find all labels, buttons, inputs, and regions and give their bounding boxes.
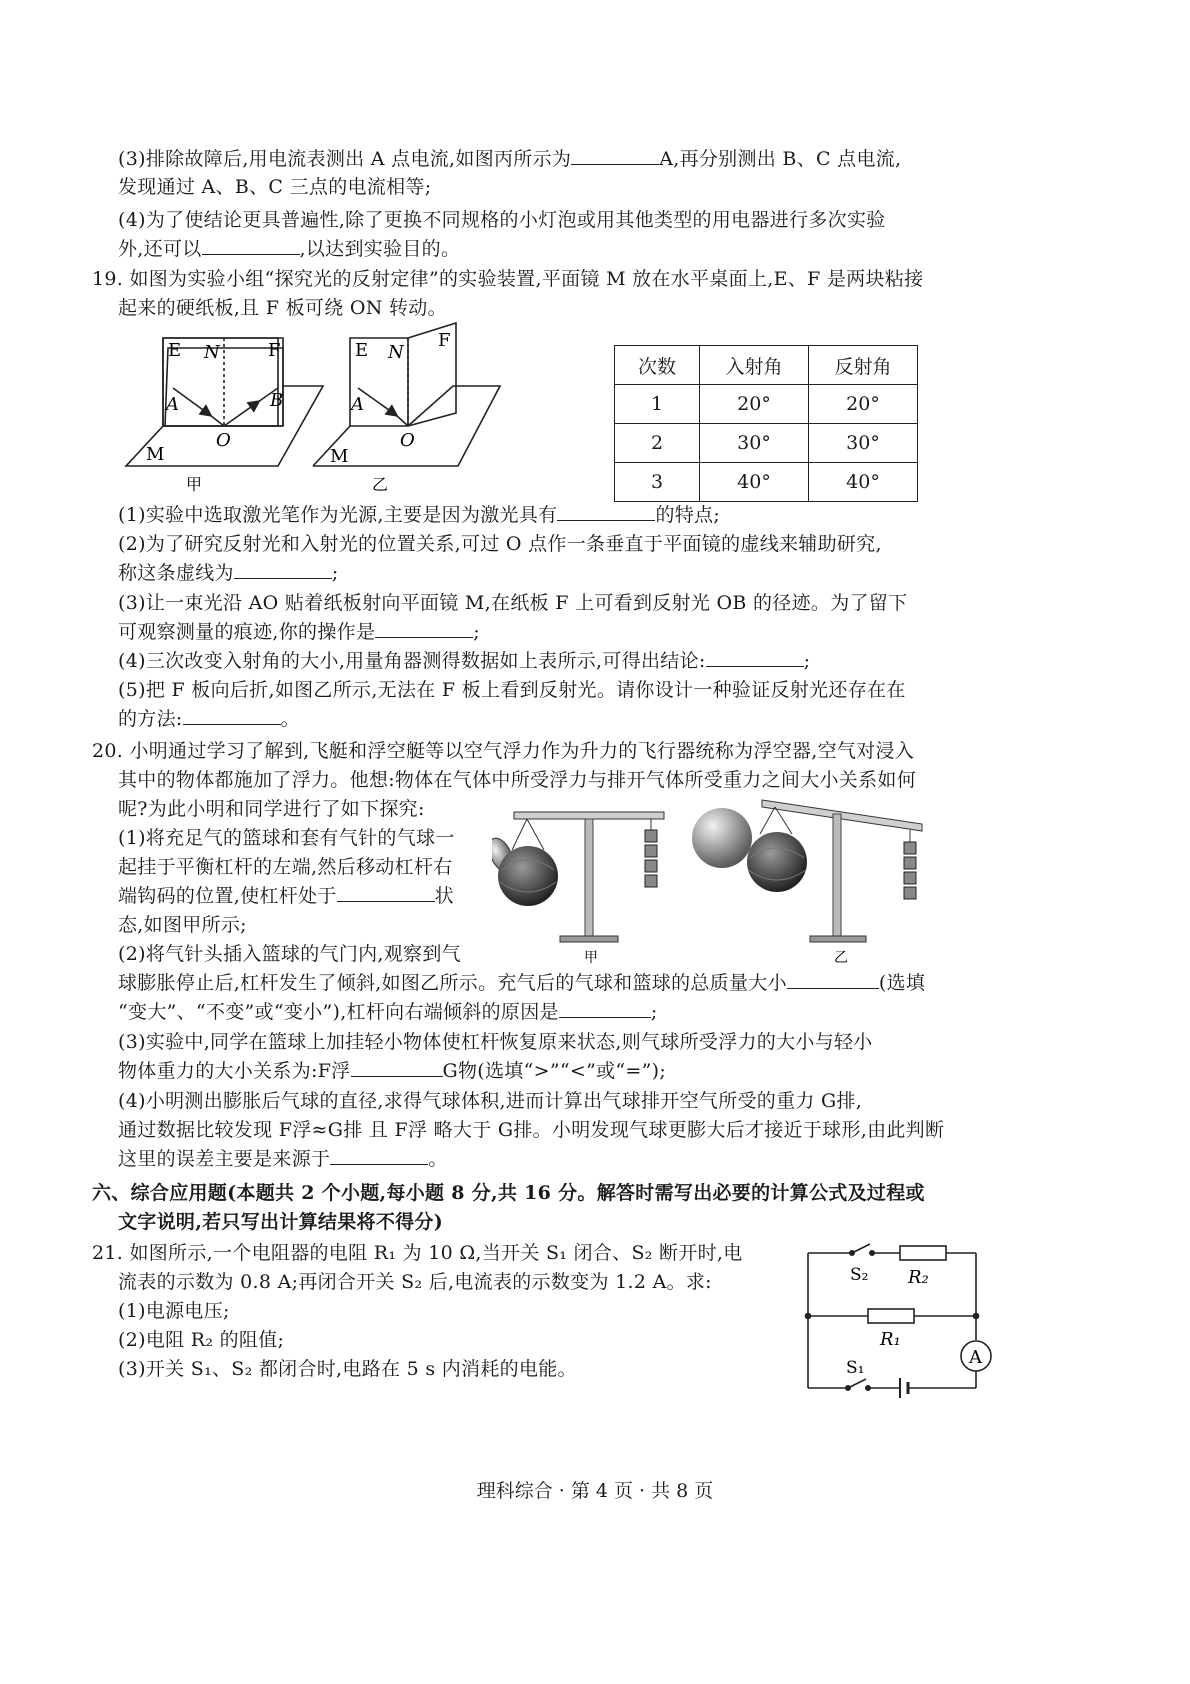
label-N-2: N (388, 342, 404, 363)
q20-part-1b: 起挂于平衡杠杆的左端,然后移动杠杆右 (118, 856, 453, 878)
q20-2-text-c: (选填 (878, 972, 926, 994)
label-E-2: E (355, 340, 369, 361)
q19-1-text-a: (1)实验中选取激光笔作为光源,主要是因为激光具有 (118, 504, 558, 526)
reflection-data-table (614, 345, 918, 502)
label-O: O (216, 430, 231, 451)
ammeter-label: A (969, 1347, 982, 1368)
label-B: B (270, 390, 284, 411)
label-O-2: O (400, 430, 415, 451)
q20-part-4c (118, 1146, 448, 1172)
table-row (615, 463, 918, 502)
q19-5-text-b: 的方法: (118, 708, 183, 730)
lever-figure-jia (492, 812, 664, 966)
answer-blank[interactable] (183, 706, 281, 725)
answer-blank[interactable] (202, 236, 300, 255)
q20-4-text-d: 。 (428, 1148, 448, 1170)
q18-line-4b (118, 236, 460, 262)
answer-blank[interactable] (557, 502, 655, 521)
section-6-heading-2: 文字说明,若只写出计算结果将不得分) (118, 1211, 444, 1233)
q19-part-3: (3)让一束光沿 AO 贴着纸板射向平面镜 M,在纸板 F 上可看到反射光 OB 的径迹。为了留下 (118, 592, 908, 614)
table-cell: 20° (809, 385, 918, 424)
q20-stem-1: 20. 小明通过学习了解到,飞艇和浮空艇等以空气浮力作为升力的飞行器统称为浮空器,空气对浸入 (92, 740, 915, 762)
q19-stem-2: 起来的硬纸板,且 F 板可绕 ON 转动。 (118, 297, 447, 319)
caption-jia: 甲 (186, 475, 203, 494)
q21-part-2: (2)电阻 R₂ 的阻值; (118, 1329, 285, 1351)
q20-4-text-c: 这里的误差主要是来源于 (118, 1148, 331, 1170)
q19-4-text-a: (4)三次改变入射角的大小,用量角器测得数据如上表所示,可得出结论: (118, 650, 706, 672)
caption-jia: 甲 (584, 950, 598, 966)
q19-part-1 (118, 502, 720, 528)
q20-part-3: (3)实验中,同学在篮球上加挂轻小物体使杠杆恢复原来状态,则气球所受浮力的大小与轻小 (118, 1031, 873, 1053)
q19-part-2: (2)为了研究反射光和入射光的位置关系,可过 O 点作一条垂直于平面镜的虚线来辅助研究, (118, 533, 882, 555)
table-cell: 40° (809, 463, 918, 502)
answer-blank[interactable] (234, 560, 332, 579)
answer-blank[interactable] (337, 883, 435, 902)
caption-yi: 乙 (372, 475, 389, 494)
q20-1-text-c: 端钩码的位置,使杠杆处于 (118, 885, 337, 907)
table-cell: 3 (615, 463, 700, 502)
table-header-cell: 入射角 (700, 346, 809, 385)
label-F-2: F (438, 330, 451, 351)
label-F: F (268, 340, 281, 361)
reflection-apparatus-figure (118, 318, 598, 498)
table-header-cell: 反射角 (809, 346, 918, 385)
table-cell: 20° (700, 385, 809, 424)
label-R2: R₂ (908, 1267, 929, 1288)
q20-part-1d: 态,如图甲所示; (118, 914, 247, 936)
q21-part-3: (3)开关 S₁、S₂ 都闭合时,电路在 5 s 内消耗的电能。 (118, 1358, 577, 1380)
q21-stem-2: 流表的示数为 0.8 A;再闭合开关 S₂ 后,电流表的示数变为 1.2 A。求: (118, 1271, 712, 1293)
label-R1: R₁ (880, 1329, 901, 1350)
label-E: E (168, 340, 182, 361)
q19-1-text-b: 的特点; (655, 504, 721, 526)
q20-part-1c (118, 883, 454, 909)
answer-blank[interactable] (559, 999, 651, 1018)
q19-part-5b (118, 706, 300, 732)
q19-3-text-b: 可观察测量的痕迹,你的操作是 (118, 621, 376, 643)
table-row (615, 385, 918, 424)
q18-4-text-b: 外,还可以 (118, 238, 202, 260)
q19-part-3b (118, 619, 480, 645)
table-header-cell: 次数 (615, 346, 700, 385)
q20-2-text-e: ; (650, 1001, 658, 1023)
table-header-row (615, 346, 918, 385)
q19-stem: 19. 如图为实验小组“探究光的反射定律”的实验装置,平面镜 M 放在水平桌面上,E、F 是两块粘接 (92, 268, 924, 290)
q19-2-text-c: ; (331, 562, 339, 584)
q19-3-text-c: ; (473, 621, 480, 643)
table-cell: 40° (700, 463, 809, 502)
q20-part-4: (4)小明测出膨胀后气球的直径,求得气球体积,进而计算出气球排开空气所受的重力 G排, (118, 1090, 863, 1112)
q18-line-3c: 发现通过 A、B、C 三点的电流相等; (118, 176, 432, 198)
label-M: M (146, 444, 165, 465)
q20-part-4b: 通过数据比较发现 F浮≈G排 且 F浮 略大于 G排。小明发现气球更膨大后才接近于球形,由此判断 (118, 1119, 945, 1141)
q20-2-text-b: 球膨胀停止后,杠杆发生了倾斜,如图乙所示。充气后的气球和篮球的总质量大小 (118, 972, 787, 994)
table-row (615, 424, 918, 463)
lever-figure-yi (692, 800, 922, 966)
q20-3-text-b: 物体重力的大小关系为:F浮 (118, 1060, 351, 1082)
label-A: A (166, 394, 179, 415)
answer-blank[interactable] (787, 970, 879, 989)
q20-stem-2: 其中的物体都施加了浮力。他想:物体在气体中所受浮力与排开气体所受重力之间大小关系如何 (118, 769, 917, 791)
q19-4-text-b: ; (803, 650, 811, 672)
page-footer: 理科综合 · 第 4 页 · 共 8 页 (476, 1480, 714, 1502)
answer-blank[interactable] (351, 1058, 443, 1077)
q18-line-4: (4)为了使结论更具普遍性,除了更换不同规格的小灯泡或用其他类型的用电器进行多次实验 (118, 209, 886, 231)
label-S1: S₁ (846, 1358, 865, 1378)
answer-blank[interactable] (330, 1146, 428, 1165)
q19-5-text-c: 。 (280, 708, 300, 730)
table-cell: 30° (700, 424, 809, 463)
q20-part-3b (118, 1058, 666, 1084)
q21-stem-1: 21. 如图所示,一个电阻器的电阻 R₁ 为 10 Ω,当开关 S₁ 闭合、S₂ 断开时,电 (92, 1242, 743, 1264)
q20-3-text-c: G物(选填“>”“<”或“=”); (442, 1060, 667, 1082)
label-S2: S₂ (850, 1265, 869, 1285)
label-M-2: M (330, 446, 349, 467)
q20-1-text-d: 状 (434, 885, 454, 907)
q20-part-2: (2)将气针头插入篮球的气门内,观察到气 (118, 943, 461, 965)
section-6-heading: 六、综合应用题(本题共 2 个小题,每小题 8 分,共 16 分。解答时需写出必要的计算公式及过程或 (92, 1182, 925, 1204)
q20-part-2b (118, 970, 925, 996)
q19-part-5: (5)把 F 板向后折,如图乙所示,无法在 F 板上看到反射光。请你设计一种验证反射光还存在在 (118, 679, 906, 701)
q18-3-text-a: (3)排除故障后,用电流表测出 A 点电流,如图丙所示为 (118, 148, 572, 170)
lever-balloon-figure (492, 790, 952, 970)
q19-part-4 (118, 648, 810, 674)
label-N: N (204, 342, 220, 363)
label-A-2: A (351, 394, 364, 415)
q20-stem-3: 呢?为此小明和同学进行了如下探究: (118, 798, 425, 820)
answer-blank[interactable] (706, 648, 804, 667)
answer-blank[interactable] (571, 146, 659, 165)
table-cell: 30° (809, 424, 918, 463)
q21-part-1: (1)电源电压; (118, 1300, 230, 1322)
table-cell: 2 (615, 424, 700, 463)
circuit-diagram (800, 1228, 1000, 1398)
q19-2-text-b: 称这条虚线为 (118, 562, 234, 584)
table-cell: 1 (615, 385, 700, 424)
q19-part-2b (118, 560, 339, 586)
q20-part-2c (118, 999, 658, 1025)
q18-line-3 (118, 146, 901, 172)
q18-4-text-c: ,以达到实验目的。 (299, 238, 461, 260)
answer-blank[interactable] (375, 619, 473, 638)
q20-part-1: (1)将充足气的篮球和套有气针的气球一 (118, 827, 455, 849)
q20-2-text-d: “变大”、“不变”或“变小”),杠杆向右端倾斜的原因是 (118, 1001, 559, 1023)
q18-3-text-b: A,再分别测出 B、C 点电流, (659, 148, 902, 170)
caption-yi: 乙 (834, 950, 848, 966)
